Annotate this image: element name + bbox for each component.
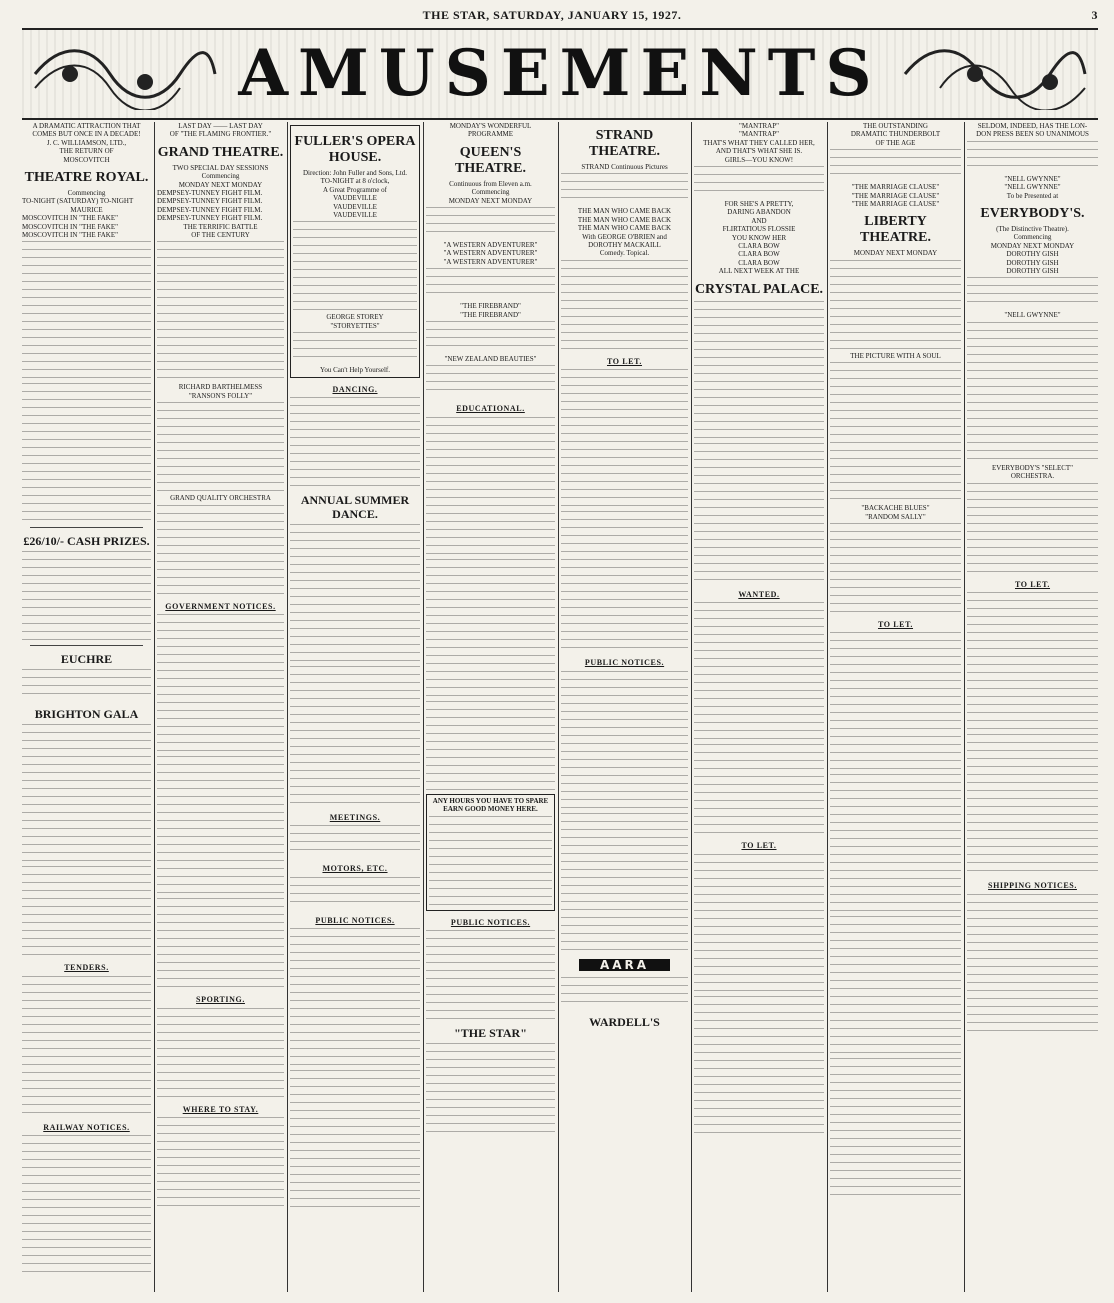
ad-line: "A WESTERN ADVENTURER" [443, 241, 538, 250]
ad-line: Continuous from Eleven a.m. [449, 179, 532, 188]
illegible-body-text [426, 559, 555, 699]
page-number: 3 [1091, 8, 1098, 22]
ad-line: "NELL GWYNNE" [1004, 183, 1061, 192]
ad-line: MAURICE [70, 205, 103, 214]
ad-line: GRAND QUALITY ORCHESTRA [170, 494, 271, 503]
ad-line: COMES BUT ONCE IN A DECADE! [32, 130, 141, 139]
illegible-body-text [290, 524, 420, 664]
ad-line: THE TERRIFIC BATTLE [183, 222, 258, 231]
ad-line: VAUDEVILLE [333, 211, 377, 220]
illegible-body-text [290, 666, 420, 806]
illegible-body-text [967, 894, 1098, 1034]
ad-line: OF THE AGE [875, 138, 916, 147]
euchre-heading: EUCHRE [60, 652, 113, 667]
illegible-body-text [22, 866, 151, 956]
column-rule [423, 122, 424, 1292]
ad-line: DRAMATIC THUNDERBOLT [850, 130, 941, 139]
ad-line: ALL NEXT WEEK AT THE [718, 267, 800, 276]
ad-line: MOSCOVITCH IN "THE FAKE" [22, 231, 119, 240]
ad-line: YOU KNOW HER [731, 233, 787, 242]
ad-line: "MANTRAP" [739, 122, 779, 130]
illegible-body-text [429, 816, 552, 906]
to-let-heading: TO LET. [1014, 579, 1051, 589]
ad-line: "A WESTERN ADVENTURER" [443, 249, 538, 258]
liberty-theatre-heading: LIBERTY THEATRE. [860, 214, 931, 246]
annual-summer-dance-heading: ANNUAL SUMMER DANCE. [300, 493, 410, 522]
ad-line: "NELL GWYNNE" [1004, 174, 1061, 183]
educational-heading: EDUCATIONAL. [456, 404, 525, 414]
illegible-body-text [157, 614, 284, 754]
illegible-body-text [967, 483, 1098, 573]
column-3 [290, 122, 420, 1292]
ad-line: You Can't Help Yourself. [320, 366, 390, 375]
ad-line: A DRAMATIC ATTRACTION THAT [32, 122, 141, 130]
illegible-body-text [157, 1008, 284, 1098]
left-ornament-icon [30, 38, 220, 110]
column-rule [287, 122, 288, 1292]
theatre-royal-heading: THEATRE ROYAL. [24, 170, 149, 186]
wanted-heading: WANTED. [738, 589, 780, 599]
illegible-body-text [293, 332, 417, 364]
illegible-body-text [561, 813, 688, 953]
ad-line: "MANTRAP" [739, 130, 779, 139]
queens-theatre-heading: QUEEN'S THEATRE. [455, 144, 526, 176]
ad-line: ORCHESTRA. [1010, 472, 1055, 481]
illegible-body-text [426, 417, 555, 557]
illegible-body-text [561, 671, 688, 811]
column-5 [561, 122, 688, 1292]
ad-line: THE MAN WHO CAME BACK [577, 207, 672, 216]
ad-line: PROGRAMME [467, 130, 514, 139]
ad-line: "BACKACHE BLUES" [861, 504, 930, 513]
ad-line: THE RETURN OF [59, 147, 114, 156]
grand-theatre-heading: GRAND THEATRE. [157, 144, 284, 160]
earn-money-ad-box [426, 794, 555, 911]
column-8 [967, 122, 1098, 1292]
ad-line: DEMPSEY-TUNNEY FIGHT FILM. [157, 205, 263, 214]
illegible-body-text [290, 1070, 420, 1210]
meetings-heading: MEETINGS. [329, 813, 381, 823]
ad-line: DOROTHY GISH [1006, 250, 1059, 259]
illegible-body-text [290, 825, 420, 857]
ad-line: OF "THE FLAMING FRONTIER." [169, 130, 272, 139]
illegible-body-text [561, 260, 688, 350]
illegible-body-text [22, 669, 151, 701]
ad-line: "THE MARRIAGE CLAUSE" [851, 183, 940, 192]
illegible-body-text [830, 260, 961, 350]
ad-line: DEMPSEY-TUNNEY FIGHT FILM. [157, 189, 263, 198]
railway-notices-heading: RAILWAY NOTICES. [43, 1122, 130, 1132]
ad-line: "RANDOM SALLY" [865, 512, 926, 521]
illegible-body-text [561, 511, 688, 651]
ad-line: FOR SHE'S A PRETTY, [724, 200, 794, 209]
ad-line: DEMPSEY-TUNNEY FIGHT FILM. [157, 197, 263, 206]
ad-line: GIRLS—YOU KNOW! [724, 155, 794, 164]
column-4 [426, 122, 555, 1292]
ad-line: With GEORGE O'BRIEN and [582, 232, 667, 241]
column-rule [691, 122, 692, 1292]
ad-line: SELDOM, INDEED, HAS THE LON- [977, 122, 1088, 130]
shipping-notices-heading: SHIPPING NOTICES. [988, 881, 1077, 891]
illegible-body-text [694, 443, 824, 583]
ad-line: A Great Programme of [323, 185, 387, 194]
illegible-body-text [561, 369, 688, 509]
ad-line: THAT'S WHAT THEY CALLED HER, [703, 138, 815, 147]
to-let-heading: TO LET. [877, 620, 914, 630]
ad-line: RICHARD BARTHELMESS [178, 383, 263, 392]
illegible-body-text [426, 268, 555, 300]
illegible-body-text [694, 744, 824, 834]
illegible-body-text [561, 977, 688, 1009]
strand-theatre-heading: STRAND THEATRE. [589, 128, 660, 159]
earn-money-headline: ANY HOURS YOU HAVE TO SPARE EARN GOOD MONEY HERE. [432, 796, 549, 814]
column-7 [830, 122, 961, 1292]
ad-line: "THE FIREBRAND" [460, 310, 521, 319]
illegible-body-text [426, 207, 555, 239]
ad-line: "THE MARRIAGE CLAUSE" [851, 191, 940, 200]
illegible-body-text [22, 976, 151, 1116]
column-rule [558, 122, 559, 1292]
illegible-body-text [830, 774, 961, 914]
crystal-palace-heading: CRYSTAL PALACE. [694, 281, 824, 297]
ad-line: MONDAY NEXT MONDAY [448, 196, 533, 205]
ad-line: AND [751, 216, 767, 225]
ad-line: THE OUTSTANDING [863, 122, 928, 130]
illegible-body-text [157, 505, 284, 595]
ad-line: "THE MARRIAGE CLAUSE" [851, 200, 940, 209]
ad-line: VAUDEVILLE [333, 202, 377, 211]
illegible-body-text [967, 592, 1098, 732]
public-notices-heading: PUBLIC NOTICES. [315, 915, 395, 925]
sporting-heading: SPORTING. [196, 995, 245, 1005]
ad-line: AND THAT'S WHAT SHE IS. [715, 147, 803, 156]
ad-line: MOSCOVITCH IN "THE FAKE" [22, 222, 119, 231]
ad-line: "A WESTERN ADVENTURER" [443, 257, 538, 266]
illegible-body-text [22, 241, 151, 381]
masthead [22, 6, 1098, 24]
divider [30, 527, 143, 528]
ad-line: J. C. WILLIAMSON, LTD., [46, 138, 127, 147]
ad-line: "STORYETTES" [330, 321, 380, 330]
public-notices-heading: PUBLIC NOTICES. [450, 917, 531, 927]
illegible-body-text [694, 602, 824, 742]
ad-line: TO-NIGHT at 8 o'clock, [320, 177, 390, 186]
illegible-body-text [290, 877, 420, 909]
ad-line: TWO SPECIAL DAY SESSIONS [172, 163, 269, 172]
illegible-body-text [426, 365, 555, 397]
illegible-body-text [426, 321, 555, 353]
ad-line: THE MAN WHO CAME BACK [577, 215, 672, 224]
illegible-body-text [967, 141, 1098, 173]
column-rule [154, 122, 155, 1292]
ad-line: MOSCOVITCH [63, 155, 110, 164]
illegible-body-text [22, 1135, 151, 1275]
dancing-heading: DANCING. [332, 384, 378, 394]
ad-line: Commencing [201, 172, 240, 181]
illegible-body-text [290, 928, 420, 1068]
illegible-body-text [830, 1058, 961, 1198]
public-notices-heading: PUBLIC NOTICES. [584, 658, 665, 668]
illegible-body-text [426, 930, 555, 1020]
illegible-body-text [157, 241, 284, 381]
illegible-body-text [967, 277, 1098, 309]
column-rule [827, 122, 828, 1292]
ad-line: CLARA BOW [738, 242, 780, 251]
the-star-heading: "THE STAR" [454, 1026, 527, 1041]
illegible-body-text [694, 166, 824, 198]
illegible-body-text [157, 1117, 284, 1207]
ad-line: THE PICTURE WITH A SOUL [850, 351, 941, 360]
to-let-heading: TO LET. [606, 356, 643, 366]
aara-logo: AARA [579, 959, 670, 971]
wardells-heading: WARDELL'S [589, 1015, 660, 1030]
motors-heading: MOTORS, ETC. [322, 864, 388, 874]
ad-line: STRAND Continuous Pictures [581, 163, 668, 171]
ad-line: DON PRESS BEEN SO UNANIMOUS [976, 130, 1089, 139]
ad-line: "THE FIREBRAND" [460, 302, 521, 311]
ad-line: CLARA BOW [738, 258, 780, 267]
ad-line: (The Distinctive Theatre). [996, 225, 1069, 234]
ad-line: LAST DAY —— LAST DAY [178, 122, 263, 130]
where-to-stay-heading: WHERE TO STAY. [182, 1104, 259, 1114]
brighton-gala-heading: BRIGHTON GALA [34, 707, 139, 722]
everybodys-heading: EVERYBODY'S. [980, 206, 1085, 222]
ad-line: MONDAY NEXT MONDAY [990, 241, 1075, 250]
ad-line: MONDAY'S WONDERFUL [449, 122, 532, 130]
illegible-body-text [694, 854, 824, 994]
ad-line: MONDAY NEXT MONDAY [853, 249, 938, 258]
cash-prizes-heading: £26/10/- CASH PRIZES. [23, 534, 150, 549]
ad-line: "RANSON'S FOLLY" [188, 391, 253, 400]
ad-line: "NELL GWYNNE" [1004, 311, 1061, 320]
illegible-body-text [694, 301, 824, 441]
amusements-heading: AMUSEMENTS [238, 36, 882, 111]
newspaper-title-date: THE STAR, SATURDAY, JANUARY 15, 1927. [422, 8, 682, 22]
right-ornament-icon [900, 38, 1090, 110]
government-notices-heading: GOVERNMENT NOTICES. [165, 601, 276, 611]
illegible-body-text [157, 402, 284, 492]
ad-line: GEORGE STOREY [326, 313, 384, 322]
ad-line: OF THE CENTURY [191, 231, 250, 240]
ad-line: DEMPSEY-TUNNEY FIGHT FILM. [157, 214, 263, 223]
ad-line: Commencing [67, 189, 106, 198]
ad-line: MONDAY NEXT MONDAY [178, 180, 263, 189]
ad-line: THE MAN WHO CAME BACK [577, 224, 672, 233]
amusements-banner [22, 28, 1098, 120]
column-2 [157, 122, 284, 1292]
tenders-heading: TENDERS. [64, 963, 109, 973]
fullers-opera-house-heading: FULLER'S OPERA HOUSE. [294, 134, 416, 165]
illegible-body-text [22, 383, 151, 523]
ad-line: DOROTHY GISH [1006, 258, 1059, 267]
ad-line: EVERYBODY'S "SELECT" [991, 463, 1074, 472]
to-let-heading: TO LET. [741, 841, 777, 851]
illegible-body-text [22, 724, 151, 864]
illegible-body-text [426, 701, 555, 791]
ad-line: MOSCOVITCH IN "THE FAKE" [22, 214, 119, 223]
illegible-body-text [967, 322, 1098, 462]
illegible-body-text [830, 149, 961, 181]
illegible-body-text [830, 523, 961, 613]
illegible-body-text [967, 734, 1098, 874]
ad-line: DARING ABANDON [727, 208, 791, 217]
illegible-body-text [830, 632, 961, 772]
illegible-body-text [561, 173, 688, 205]
ad-line: TO-NIGHT (SATURDAY) TO-NIGHT [22, 197, 134, 206]
fullers-ad-box [290, 125, 420, 378]
illegible-body-text [157, 756, 284, 896]
ad-line: To be Presented at [1006, 191, 1059, 200]
column-6 [694, 122, 824, 1292]
ad-line: Comedy. Topical. [599, 249, 650, 258]
ad-line: DOROTHY GISH [1006, 267, 1059, 276]
illegible-body-text [293, 221, 417, 311]
ad-line: "NEW ZEALAND BEAUTIES" [444, 355, 537, 364]
column-1 [22, 122, 151, 1292]
illegible-body-text [830, 362, 961, 502]
ad-line: CLARA BOW [738, 250, 780, 259]
divider [30, 645, 143, 646]
illegible-body-text [290, 397, 420, 487]
ad-line: Direction: John Fuller and Sons, Ltd. [302, 169, 408, 177]
ad-line: Commencing [1013, 233, 1052, 242]
column-rule [964, 122, 965, 1292]
illegible-body-text [22, 551, 151, 641]
illegible-body-text [694, 996, 824, 1136]
illegible-body-text [426, 1043, 555, 1133]
illegible-body-text [830, 916, 961, 1056]
ad-line: DOROTHY MACKAILL [588, 241, 661, 250]
illegible-body-text [157, 898, 284, 988]
ad-line: FLIRTATIOUS FLOSSIE [722, 225, 796, 234]
ad-line: VAUDEVILLE [333, 194, 377, 203]
ad-line: Commencing [471, 188, 510, 197]
